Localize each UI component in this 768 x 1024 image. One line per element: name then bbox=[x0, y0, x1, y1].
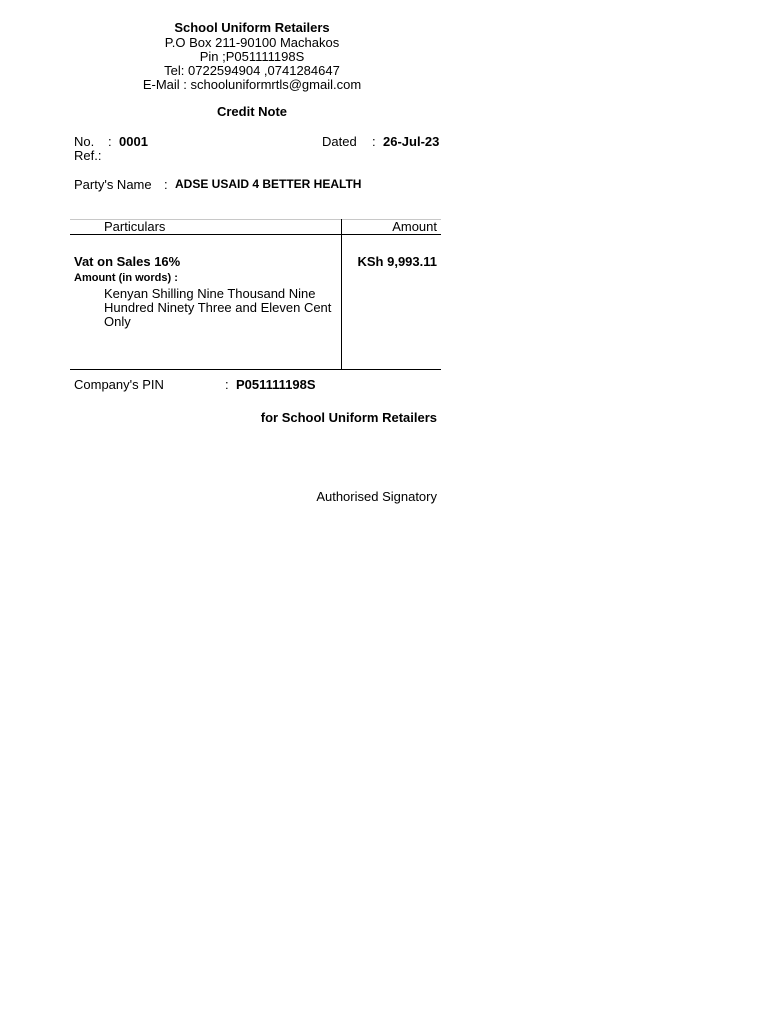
ref-label: Ref.: bbox=[74, 148, 102, 163]
party-separator: : bbox=[164, 177, 168, 192]
amount-in-words-value: Kenyan Shilling Nine Thousand Nine Hundred Ninety Three and Eleven Cent Only bbox=[104, 286, 332, 329]
item-amount: KSh 9,993.11 bbox=[357, 254, 437, 269]
column-header-amount: Amount bbox=[392, 219, 437, 234]
party-value: ADSE USAID 4 BETTER HEALTH bbox=[175, 177, 362, 191]
company-tel: Tel: 0722594904 ,0741284647 bbox=[164, 63, 340, 78]
number-separator: : bbox=[108, 134, 112, 149]
column-header-particulars: Particulars bbox=[104, 219, 166, 234]
table-bottom-rule bbox=[70, 369, 441, 370]
dated-value: 26-Jul-23 bbox=[383, 134, 440, 149]
number-label: No. bbox=[74, 134, 95, 149]
company-name: School Uniform Retailers bbox=[174, 20, 330, 35]
party-label: Party's Name bbox=[74, 177, 152, 192]
number-value: 0001 bbox=[119, 134, 148, 149]
dated-separator: : bbox=[372, 134, 376, 149]
table-header-rule bbox=[70, 234, 441, 235]
company-pin-label: Company's PIN bbox=[74, 377, 164, 392]
company-pin-line: Pin ;P051111198S bbox=[199, 49, 305, 64]
dated-label: Dated bbox=[322, 134, 357, 149]
item-name: Vat on Sales 16% bbox=[74, 254, 181, 269]
company-email: E-Mail : schooluniformrtls@gmail.com bbox=[142, 77, 362, 92]
table-column-divider bbox=[341, 219, 342, 370]
authorised-signatory: Authorised Signatory bbox=[316, 489, 437, 504]
company-address: P.O Box 211-90100 Machakos bbox=[164, 35, 340, 50]
company-pin-separator: : bbox=[225, 377, 229, 392]
for-company-line: for School Uniform Retailers bbox=[260, 410, 437, 425]
amount-in-words-label: Amount (in words) : bbox=[74, 272, 178, 284]
document-title: Credit Note bbox=[216, 104, 288, 119]
company-pin-value: P051111198S bbox=[236, 377, 316, 392]
